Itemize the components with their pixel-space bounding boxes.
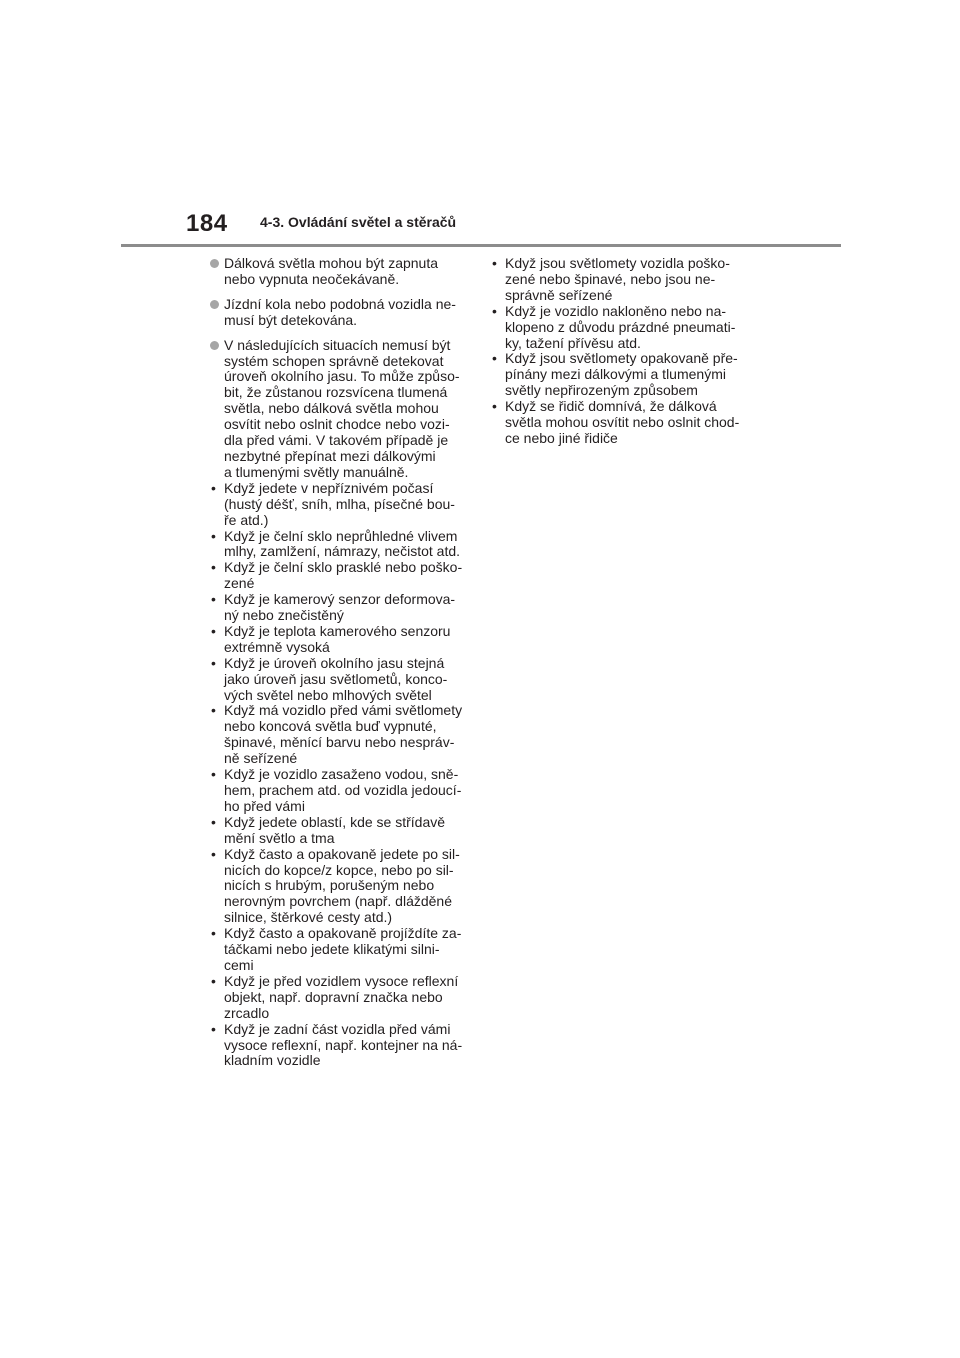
text-line: silnice, štěrkové cesty atd.) [224,909,393,926]
text-line: ce nebo jiné řidiče [505,429,618,446]
list-item [210,815,478,847]
page-number: 184 [186,210,228,237]
text-line: nebo vypnuta neočekávaně. [224,270,400,287]
list-item [210,767,478,815]
list-item [491,351,759,399]
text-line: ho před vámi [224,797,305,814]
bullet-dot-icon [210,300,219,309]
bullet-mark: • [211,925,216,942]
right-sub-item-list [491,256,759,447]
text-line: úroveň okolního jasu. To může způso- [224,368,460,385]
bullet-mark: • [492,302,497,319]
text-line: správně seřízené [505,286,613,303]
text-line: extrémně vysoká [224,638,330,655]
text-line: cemi [224,956,254,973]
text-line: Když jsou světlomety opakovaně pře- [505,350,738,367]
list-item [210,624,478,656]
bullet-dot-icon [210,341,219,350]
text-line: Když je vozidlo nakloněno nebo na- [505,302,727,319]
list-item [210,1022,478,1070]
text-line: a tlumenými světly manuálně. [224,463,409,480]
text-line: nerovným povrchem (např. dlážděné [224,893,453,910]
bullet-mark: • [211,622,216,639]
text-line: ný nebo znečistěný [224,607,344,624]
text-line: Když jedete oblastí, kde se střídavě [224,813,446,830]
text-line: V následujících situacích nemusí být [224,336,451,353]
text-line: (hustý déšť, sníh, mlha, písečné bou- [224,495,455,512]
text-line: zené [224,575,255,592]
bullet-paragraph [210,338,478,481]
text-line: Když se řidič domnívá, že dálková [505,398,717,415]
bullet-mark: • [211,654,216,671]
text-line: ky, tažení přívěsu atd. [505,334,641,351]
bullet-mark: • [211,1020,216,1037]
text-line: musí být detekována. [224,311,358,328]
bullet-mark: • [492,398,497,415]
text-line: Když je úroveň okolního jasu stejná [224,654,445,671]
bullet-mark: • [492,350,497,367]
text-line: nicích s hrubým, porušeným nebo [224,877,435,894]
text-line: vých světel nebo mlhových světel [224,686,432,703]
text-line: mění světlo a tma [224,829,335,846]
text-line: zrcadlo [224,1004,270,1021]
text-line: objekt, např. dopravní značka nebo [224,988,443,1005]
text-line: Když je teplota kamerového senzoru [224,622,451,639]
text-line: ně seřízené [224,750,298,767]
bullet-paragraph [210,297,478,329]
text-line: Jízdní kola nebo podobná vozidla ne- [224,295,456,312]
text-line: Když má vozidlo před vámi světlomety [224,702,463,719]
text-line: osvítit nebo oslnit chodce nebo vozi- [224,416,450,433]
bullet-paragraph [210,256,478,288]
text-line: nicích do kopce/z kopce, nebo po sil- [224,861,454,878]
text-line: Když je vozidlo zasaženo vodou, sně- [224,766,459,783]
list-item [210,560,478,592]
bullet-mark: • [211,845,216,862]
text-line: Když jedete v nepříznivém počasí [224,479,434,496]
bullet-mark: • [211,702,216,719]
text-line: Když často a opakovaně jedete po sil- [224,845,460,862]
list-item [210,529,478,561]
text-line: klopeno z důvodu prázdné pneumati- [505,318,736,335]
text-line: Dálková světla mohou být zapnuta [224,255,439,271]
text-line: nebo koncová světla buď vypnuté, [224,718,437,735]
text-line: jako úroveň jasu světlometů, konco- [224,670,448,687]
bullet-mark: • [492,255,497,271]
text-line: Když je před vozidlem vysoce reflexní [224,972,459,989]
bullet-mark: • [211,972,216,989]
list-item [491,304,759,352]
bullet-mark: • [211,479,216,496]
text-line: Když je zadní část vozidla před vámi [224,1020,451,1037]
text-line: táčkami nebo jedete klikatými silni- [224,941,440,958]
bullet-mark: • [211,527,216,544]
text-line: světla, nebo dálková světla mohou [224,400,439,417]
list-item [210,974,478,1022]
text-line: nezbytné přepínat mezi dálkovými [224,447,436,464]
bullet-mark: • [211,559,216,576]
bullet-dot-icon [210,259,219,268]
text-line: světla mohou osvítit nebo oslnit chod- [505,414,740,431]
text-line: světly nepřirozeným způsobem [505,382,698,399]
text-line: mlhy, zamlžení, námrazy, nečistot atd. [224,543,461,560]
text-line: hem, prachem atd. od vozidla jedoucí- [224,782,462,798]
text-line: ře atd.) [224,511,269,528]
text-line: Když často a opakovaně projíždíte za- [224,925,462,942]
text-line: kladním vozidle [224,1052,321,1069]
list-item [491,399,759,447]
text-line: Když je kamerový senzor deformova- [224,591,456,608]
text-line: dla před vámi. V takovém případě je [224,432,449,449]
text-line: pínány mezi dálkovými a tlumenými [505,366,726,383]
section-title: 4-3. Ovládání světel a stěračů [260,214,457,230]
list-item [210,703,478,767]
text-line: zené nebo špinavé, nebo jsou ne- [505,270,716,287]
right-column [491,256,759,447]
text-line: Když je čelní sklo neprůhledné vlivem [224,527,458,544]
header-rule [121,244,841,247]
list-item [210,656,478,704]
text-line: špinavé, měnící barvu nebo nespráv- [224,734,455,751]
left-column [210,256,478,1069]
list-item [210,592,478,624]
list-item [210,847,478,927]
left-sub-item-list [210,481,478,1070]
list-item [210,481,478,529]
bullet-mark: • [211,813,216,830]
text-line: bit, že zůstanou rozsvícena tlumená [224,384,448,401]
list-item [210,926,478,974]
text-line: systém schopen správně detekovat [224,352,444,369]
text-line: vysoce reflexní, např. kontejner na ná- [224,1036,463,1053]
bullet-mark: • [211,591,216,608]
bullet-mark: • [211,766,216,783]
text-line: Když jsou světlomety vozidla poško- [505,255,730,271]
list-item [491,256,759,304]
text-line: Když je čelní sklo prasklé nebo poško- [224,559,463,576]
